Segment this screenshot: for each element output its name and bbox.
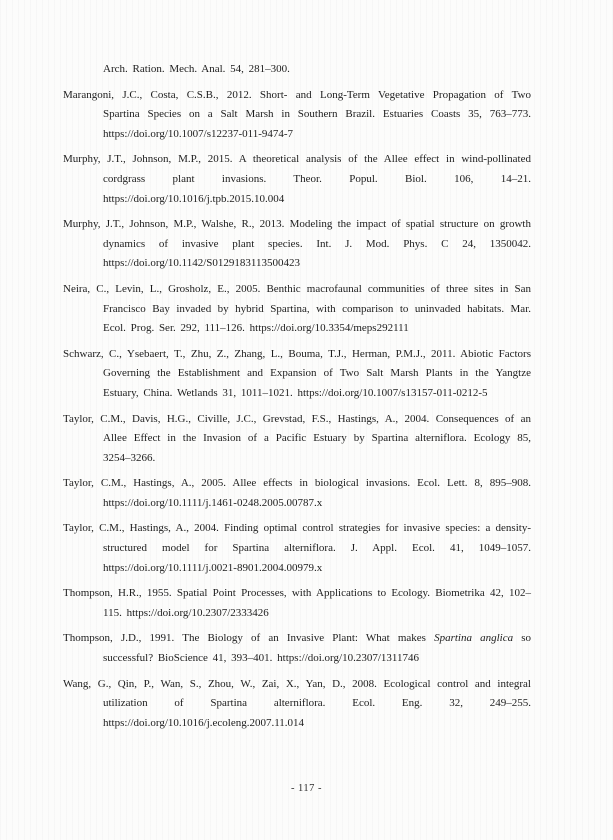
reference-entry [63,215,531,274]
reference-text: Taylor, C.M., Hastings, A., 2004. Finding optimal control strategies for invasive species: a density-structured model for Spartina alterniflora. J. Appl. Ecol. 41, 1049–1057. https://doi.org/10.1111/j.0021-8901.2004.00979.x [63,522,531,574]
reference-text: Wang, G., Qin, P., Wan, S., Zhou, W., Zai, X., Yan, D., 2008. Ecological control and integral utilization of Spartina alterniflora. Ecol. Eng. 32, 249–255. https://doi.org/10.1016/j.ecoleng.2007.11.014 [63,677,531,729]
reference-italic-text: Spartina anglica [434,632,514,645]
reference-text: Schwarz, C., Ysebaert, T., Zhu, Z., Zhang, L., Bouma, T.J., Herman, P.M.J., 2011. Abiotic Factors Governing the Establishment and Expansion of Two Salt Marsh Plants in the Yangtze Estuary, China. Wetlands 31, 1011–1021. https://doi.org/10.1007/s13157-011-0212-5 [63,347,531,399]
reference-text: Taylor, C.M., Hastings, A., 2005. Allee effects in biological invasions. Ecol. Lett. 8, 895–908. https://doi.org/10.1111/j.1461-0248.2005.00787.x [63,477,531,509]
reference-text: so successful? BioScience 41, 393–401. https://doi.org/10.2307/1311746 [103,632,532,665]
reference-text: Murphy, J.T., Johnson, M.P., Walshe, R., 2013. Modeling the impact of spatial structure on growth dynamics of invasive plant species. Int. J. Mod. Phys. C 24, 1350042. https://doi.org/10.1142/S0129183113500423 [63,218,531,270]
reference-entry [63,519,531,578]
reference-entry [63,474,531,513]
reference-text: Neira, C., Levin, L., Grosholz, E., 2005. Benthic macrofaunal communities of three sites in San Francisco Bay invaded by hybrid Spartina, with comparison to uninvaded habitats. Mar. Ecol. Prog. Ser. 292, 111–126. https://doi.org/10.3354/meps292111 [63,282,531,335]
reference-text: Murphy, J.T., Johnson, M.P., 2015. A theoretical analysis of the Allee effect in wind-pollinated cordgrass plant invasions. Theor. Popul. Biol. 106, 14–21. https://doi.org/10.1016/j.tpb.2015.10.004 [63,153,531,205]
reference-text: Thompson, H.R., 1955. Spatial Point Processes, with Applications to Ecology. Biometrika 42, 102–115. https://doi.org/10.2307/2333426 [63,587,531,619]
reference-text: Taylor, C.M., Davis, H.G., Civille, J.C., Grevstad, F.S., Hastings, A., 2004. Consequences of an Allee Effect in the Invasion of a Pacific Estuary by Spartina alterniflora. Ecology 85, 3254–3266. [63,412,531,464]
page-number: - 117 - [290,783,323,794]
reference-entry [63,584,531,623]
reference-text: Thompson, J.D., 1991. The Biology of an Invasive Plant: What makes [63,632,435,645]
reference-entry [63,150,531,209]
reference-entry [63,410,531,469]
reference-entry [63,629,531,668]
reference-text: Arch. Ration. Mech. Anal. 54, 281–300. [103,63,290,75]
reference-entry [63,86,531,145]
reference-entry [63,345,531,404]
reference-entry [63,675,531,734]
reference-list [63,60,531,739]
reference-entry [63,60,531,80]
reference-entry [63,280,531,339]
reference-text: Marangoni, J.C., Costa, C.S.B., 2012. Short- and Long-Term Vegetative Propagation of Two Spartina Species on a Salt Marsh in Southern Brazil. Estuaries Coasts 35, 763–773. https://doi.org/10.1007/s12237-011-9474-7 [63,88,531,140]
